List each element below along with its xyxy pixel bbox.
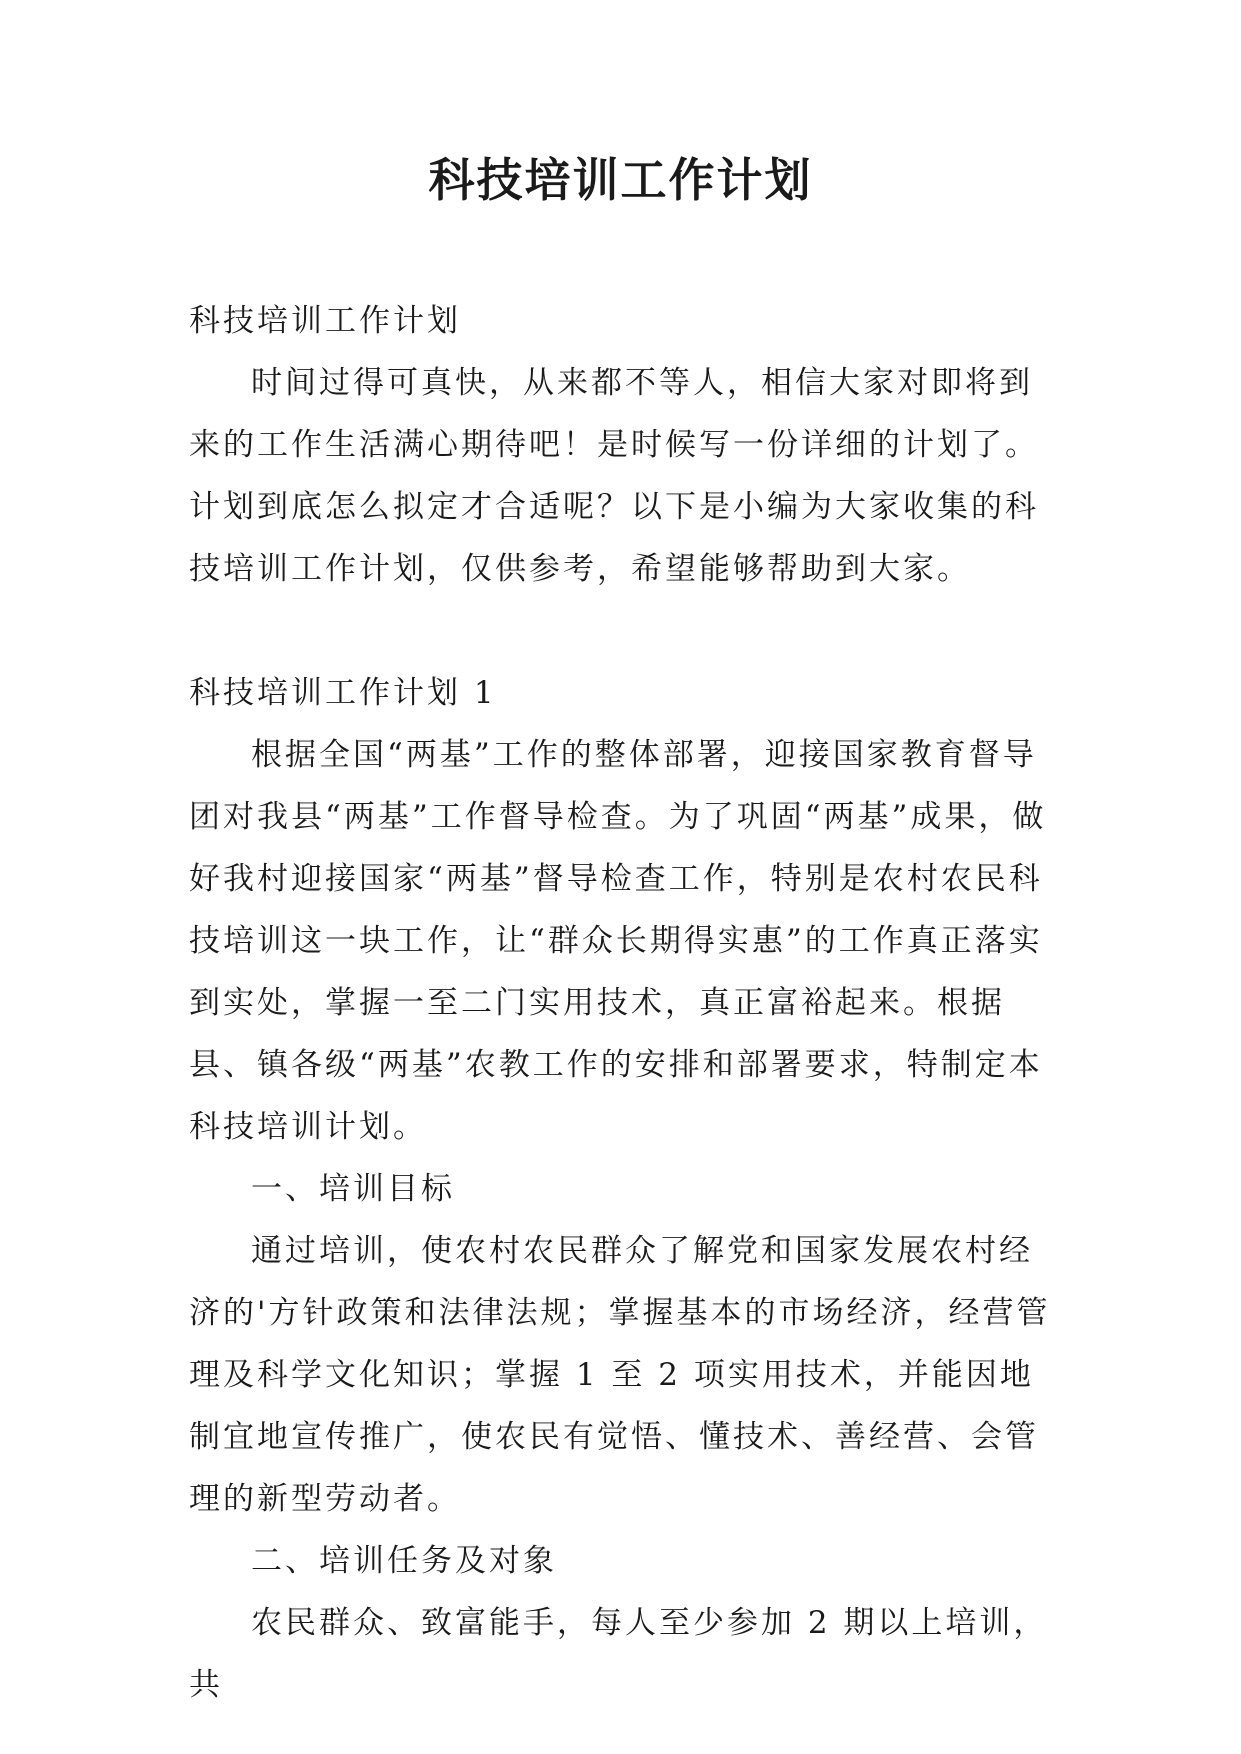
goal-paragraph: 通过培训，使农村农民群众了解党和国家发展农村经济的'方针政策和法律法规；掌握基本的市场经济，经营管理及科学文化知识；掌握 1 至 2 项实用技术，并能因地制宜地宣传推广，使农民有觉悟、懂技术、善经营、会管理的新型劳动者。 [189, 1233, 1051, 1517]
intro-paragraph: 时间过得可真快，从来都不等人，相信大家对即将到来的工作生活满心期待吧！是时候写一份详细的计划了。计划到底怎么拟定才合适呢？以下是小编为大家收集的科技培训工作计划，仅供参考，希望能够帮助到大家。 [189, 365, 1039, 587]
subheading-goal: 一、培训目标 [251, 1171, 455, 1207]
document-title: 科技培训工作计划 [428, 153, 813, 207]
document-body [189, 290, 1059, 1716]
document-subtitle: 科技培训工作计划 [189, 303, 461, 339]
task-paragraph: 农民群众、致富能手，每人至少参加 2 期以上培训，共 [189, 1605, 1048, 1703]
paragraph-spacer [189, 600, 1059, 662]
section-heading: 科技培训工作计划 1 [189, 675, 497, 711]
section-paragraph: 根据全国“两基”工作的整体部署，迎接国家教育督导团对我县“两基”工作督导检查。为了巩固“两基”成果，做好我村迎接国家“两基”督导检查工作，特别是农村农民科技培训这一块工作，让“群众长期得实惠”的工作真正落实到实处，掌握一至二门实用技术，真正富裕起来。根据县、镇各级“两基”农教工作的安排和部署要求，特制定本科技培训计划。 [189, 737, 1047, 1145]
subheading-task: 二、培训任务及对象 [251, 1543, 557, 1579]
